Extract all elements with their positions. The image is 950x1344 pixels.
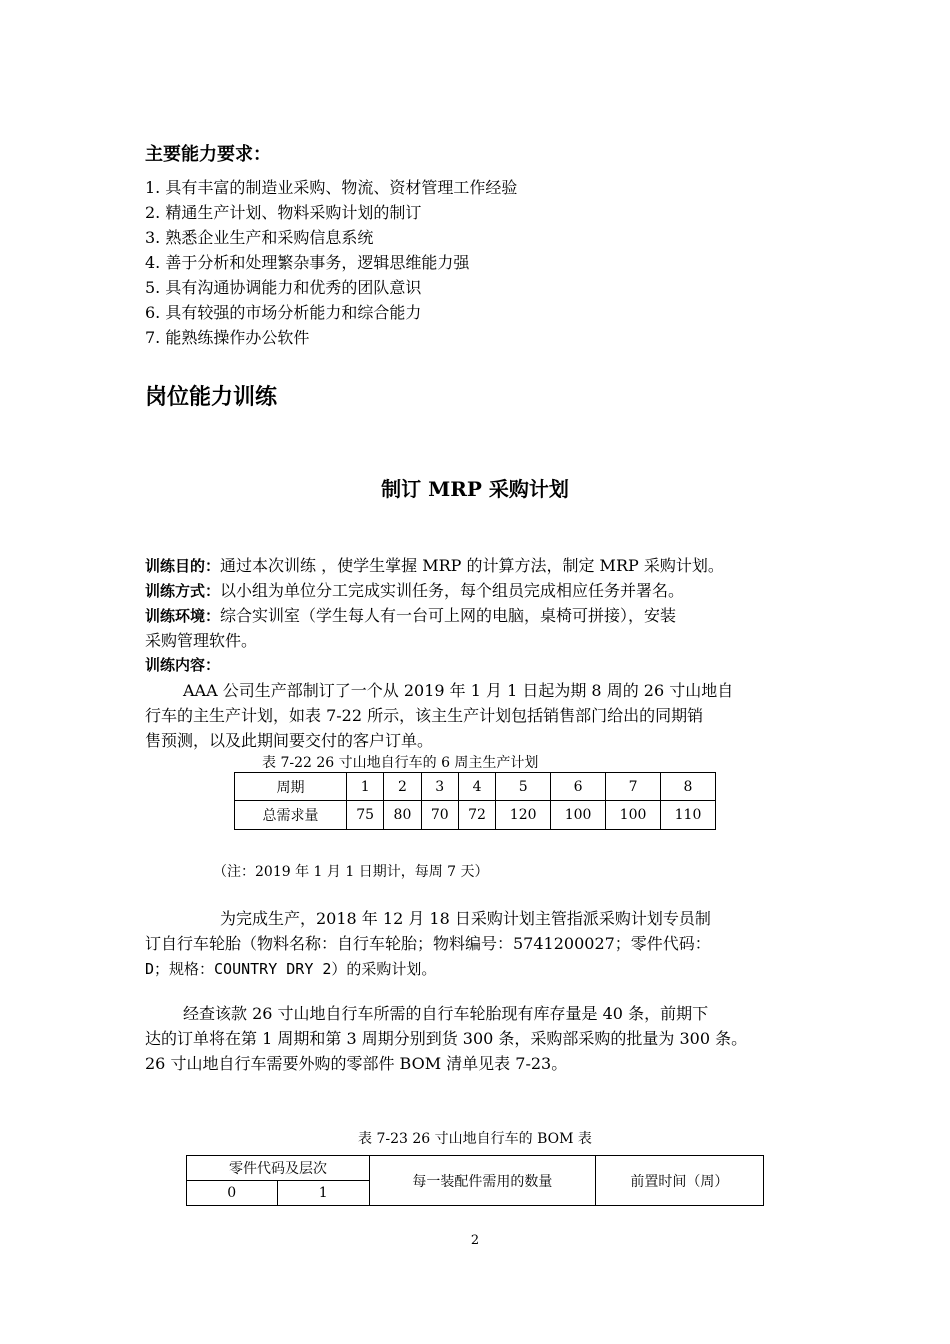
content-para-line: 行车的主生产计划，如表 7-22 所示，该主生产计划包括销售部门给出的同期销 [145,706,704,725]
mps-value: 110 [661,801,716,830]
content-label: 训练内容： [145,656,221,674]
bom-col-lead-time: 前置时间（周） [595,1156,763,1206]
purpose-label: 训练目的： [145,557,221,575]
document-title: 制订 MRP 采购计划 [381,477,569,501]
mps-value: 100 [551,801,606,830]
mps-period: 8 [661,773,716,801]
bom-level-0: 0 [187,1181,278,1206]
para3-line: 经查该款 26 寸山地自行车所需的自行车轮胎现有库存量是 40 条，前期下 [183,1004,709,1023]
requirement-item: 4. 善于分析和处理繁杂事务，逻辑思维能力强 [145,253,470,272]
training-method [145,578,684,604]
table1-caption: 表 7-22 26 寸山地自行车的 6 周主生产计划 [262,755,539,771]
page-number: 2 [470,1233,480,1248]
env-text-cont: 采购管理软件。 [145,631,258,650]
para2-line: 为完成生产，2018 年 12 月 18 日采购计划主管指派采购计划专员制 [220,909,711,928]
table2-caption: 表 7-23 26 寸山地自行车的 BOM 表 [358,1131,592,1147]
requirement-item: 5. 具有沟通协调能力和优秀的团队意识 [145,278,422,297]
mps-value: 80 [384,801,421,830]
requirement-item: 3. 熟悉企业生产和采购信息系统 [145,228,374,247]
mps-period: 5 [496,773,551,801]
mps-value: 120 [496,801,551,830]
requirements-heading: 主要能力要求： [145,144,271,165]
bom-col-group: 零件代码及层次 [187,1156,370,1181]
bom-col-quantity: 每一装配件需用的数量 [370,1156,596,1206]
method-label: 训练方式： [145,582,221,600]
mps-header-label: 周期 [235,773,347,801]
method-text: 以小组为单位分工完成实训任务，每个组员完成相应任务并署名。 [220,581,685,600]
requirement-item: 7. 能熟练操作办公软件 [145,328,310,347]
content-para-line: AAA 公司生产部制订了一个从 2019 年 1 月 1 日起为期 8 周的 26 寸山地自 [183,681,734,700]
mps-table [234,772,716,830]
mps-period: 1 [347,773,384,801]
mps-value: 72 [458,801,495,830]
bom-table [186,1155,764,1206]
mps-header-row [235,773,716,801]
requirement-item: 6. 具有较强的市场分析能力和综合能力 [145,303,422,322]
mps-value: 75 [347,801,384,830]
env-label: 训练环境： [145,607,221,625]
mps-period: 4 [458,773,495,801]
requirement-item: 2. 精通生产计划、物料采购计划的制订 [145,203,422,222]
mps-value: 70 [421,801,458,830]
mps-row-label: 总需求量 [235,801,347,830]
training-environment [145,603,676,629]
purpose-text: 通过本次训练 ，使学生掌握 MRP 的计算方法，制定 MRP 采购计划。 [220,556,724,575]
para2-line: D；规格：COUNTRY DRY 2）的采购计划。 [145,960,437,978]
mps-demand-row [235,801,716,830]
mps-period: 7 [606,773,661,801]
table1-note: （注：2019 年 1 月 1 日期计，每周 7 天） [213,864,489,880]
env-text: 综合实训室（学生每人有一台可上网的电脑，桌椅可拼接），安装 [220,606,677,625]
requirement-item: 1. 具有丰富的制造业采购、物流、资材管理工作经验 [145,178,518,197]
mps-period: 6 [551,773,606,801]
mps-value: 100 [606,801,661,830]
training-purpose [145,553,724,579]
para3-line: 26 寸山地自行车需要外购的零部件 BOM 清单见表 7-23。 [145,1054,568,1073]
bom-header-row [187,1156,764,1181]
content-para-line: 售预测，以及此期间要交付的客户订单。 [145,731,434,750]
para2-line: 订自行车轮胎（物料名称：自行车轮胎；物料编号：5741200027；零件代码： [145,934,711,953]
section-title: 岗位能力训练 [145,385,278,410]
mps-period: 3 [421,773,458,801]
bom-level-1: 1 [277,1181,370,1206]
mps-period: 2 [384,773,421,801]
para3-line: 达的订单将在第 1 周期和第 3 周期分别到货 300 条，采购部采购的批量为 300 条。 [145,1029,748,1048]
